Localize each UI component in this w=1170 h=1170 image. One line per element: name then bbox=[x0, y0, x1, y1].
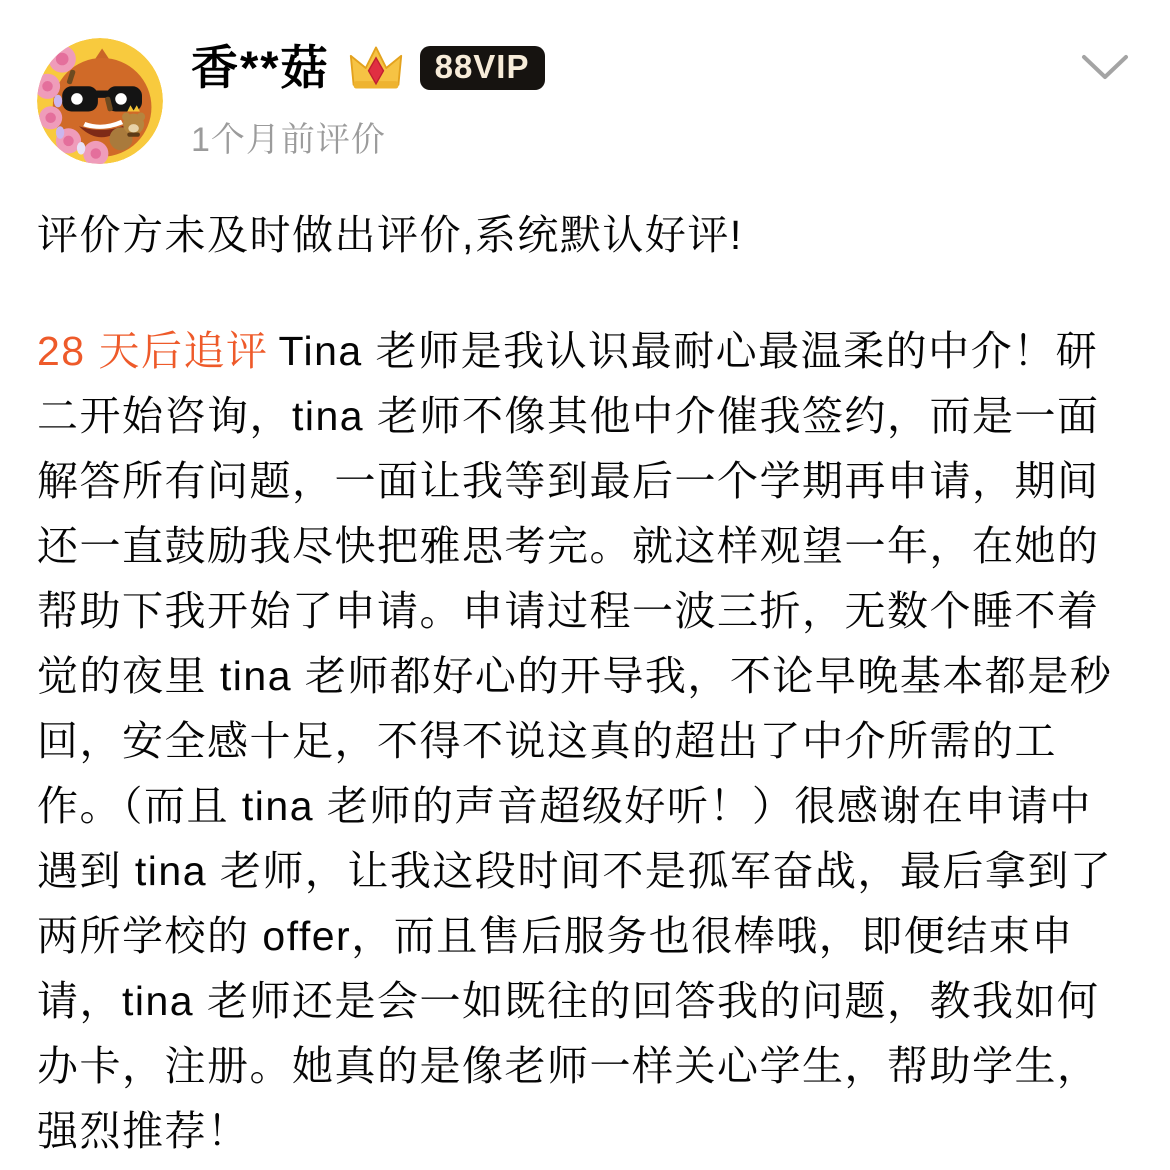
followup-label: 28 天后追评 bbox=[37, 328, 269, 375]
username: 香**菇 bbox=[191, 41, 330, 95]
review-header bbox=[37, 38, 1133, 164]
followup-review bbox=[37, 319, 1133, 1164]
header-text bbox=[191, 38, 545, 161]
crown-icon bbox=[348, 42, 404, 94]
followup-text: Tina 老师是我认识最耐心最温柔的中介！研二开始咨询，tina 老师不像其他中介催我签约，而是一面解答所有问题，一面让我等到最后一个学期再申请，期间还一直鼓励我尽快把雅思考完。就这样观望一年，在她的帮助下我开始了申请。申请过程一波三折，无数个睡不着觉的夜里 tina 老师都好心的开导我，不论早晚基本都是秒回，安全感十足，不得不说这真的超出了中介所需的工作。（而且 tina 老师的声音超级好听！）很感谢在申请中遇到 tina 老师，让我这段时间不是孤军奋战，最后拿到了两所学校的 offer，而且售后服务也很棒哦，即便结束申请，tina 老师还是会一如既往的回答我的问题，教我如何办卡，注册。她真的是像老师一样关心学生，帮助学生，强烈推荐！ bbox=[37, 328, 1113, 1155]
review-time: 1个月前评价 bbox=[191, 121, 386, 159]
chevron-down-icon[interactable] bbox=[1080, 52, 1130, 86]
avatar[interactable] bbox=[37, 38, 163, 164]
system-default-note: 评价方未及时做出评价,系统默认好评! bbox=[37, 212, 743, 258]
name-row bbox=[191, 42, 545, 94]
vip-badge: 88VIP bbox=[420, 46, 545, 90]
